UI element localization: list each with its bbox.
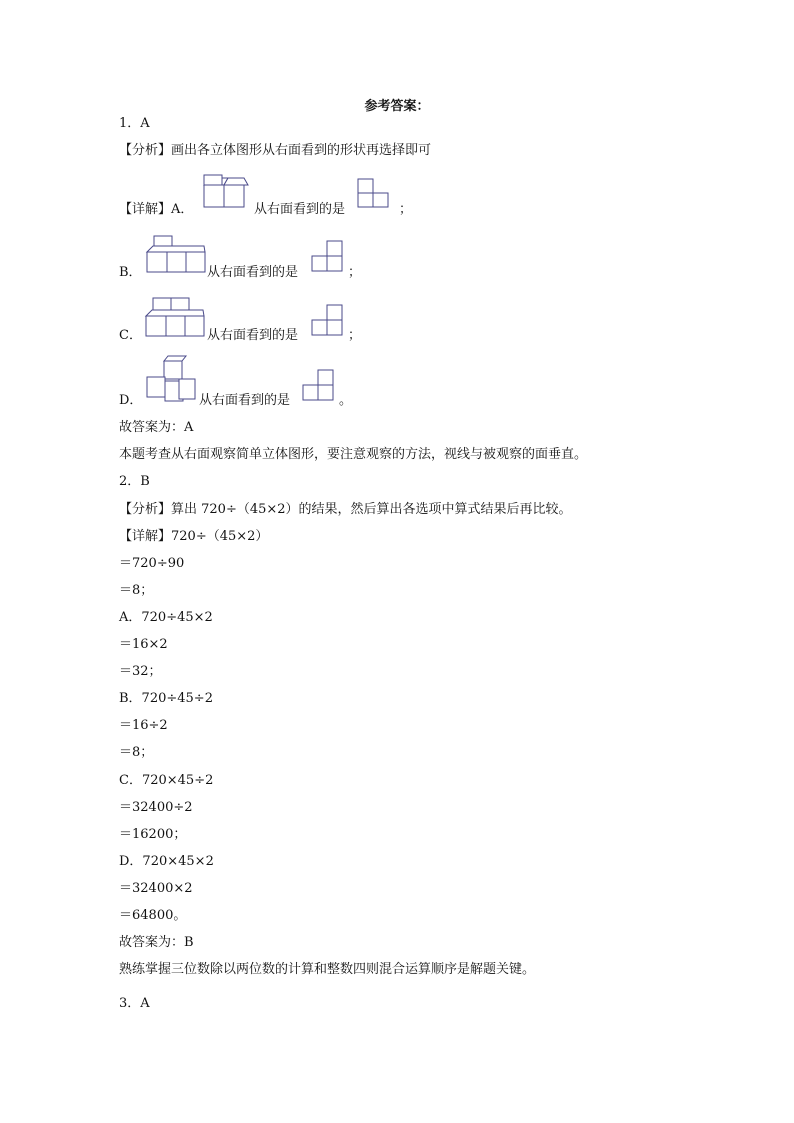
q2-note: 熟练掌握三位数除以两位数的计算和整数四则混合运算顺序是解题关键。 xyxy=(119,962,536,977)
q2-line: ＝16×2 xyxy=(119,637,168,652)
option-d-solid-figure xyxy=(146,355,198,403)
q2-line: ＝720÷90 xyxy=(119,556,185,571)
q1-b-view-text: 从右面看到的是 xyxy=(207,265,299,280)
q2-line: D．720×45×2 xyxy=(119,854,214,869)
q1-option-a-row xyxy=(119,170,679,220)
q1-analysis: 【分析】画出各立体图形从右面看到的形状再选择即可 xyxy=(119,143,432,158)
q2-line: ＝16÷2 xyxy=(119,718,168,733)
q1-c-semicolon: ； xyxy=(348,328,362,343)
q2-line: ＝64800。 xyxy=(119,908,187,923)
q2-line: ＝32； xyxy=(119,664,162,679)
q1-c-view-text: 从右面看到的是 xyxy=(207,328,299,343)
option-c-right-view xyxy=(311,304,345,338)
q2-line: B．720÷45÷2 xyxy=(119,691,213,706)
q1-note: 本题考查从右面观察简单立体图形，要注意观察的方法，视线与被观察的面垂直。 xyxy=(119,447,588,462)
q2-line: ＝32400×2 xyxy=(119,881,193,896)
q2-analysis: 【分析】算出 720÷（45×2）的结果，然后算出各选项中算式结果后再比较。 xyxy=(119,502,572,517)
q2-line: ＝16200； xyxy=(119,827,187,842)
q1-option-b-row xyxy=(119,232,679,282)
q2-line: ＝8； xyxy=(119,583,154,598)
q2-line: A．720÷45×2 xyxy=(119,610,213,625)
q2-line: ＝32400÷2 xyxy=(119,800,193,815)
q1-b-label: B． xyxy=(119,265,142,280)
q1-conclusion: 故答案为：A xyxy=(119,420,194,435)
option-b-solid-figure xyxy=(146,232,206,274)
q2-line: C．720×45÷2 xyxy=(119,773,214,788)
option-c-solid-figure xyxy=(145,294,207,338)
q1-option-c-row xyxy=(119,294,679,344)
q1-b-semicolon: ； xyxy=(348,265,362,280)
q1-a-view-text: 从右面看到的是 xyxy=(254,202,346,217)
q3-answer: 3．A xyxy=(119,996,150,1011)
q1-d-period: 。 xyxy=(339,393,353,408)
q2-line: 【详解】720÷（45×2） xyxy=(119,529,269,544)
q1-a-semicolon: ； xyxy=(399,202,413,217)
q1-d-view-text: 从右面看到的是 xyxy=(199,393,291,408)
page-title: 参考答案： xyxy=(364,99,430,114)
q2-conclusion: 故答案为：B xyxy=(119,935,194,950)
q1-d-label: D． xyxy=(119,393,143,408)
q2-line: ＝8； xyxy=(119,745,154,760)
q2-answer: 2．B xyxy=(119,474,150,489)
option-a-solid-figure xyxy=(203,174,249,210)
q1-answer: 1．A xyxy=(119,116,150,131)
option-b-right-view xyxy=(311,240,345,274)
q1-c-label: C． xyxy=(119,328,142,343)
q1-option-d-row xyxy=(119,355,679,408)
option-d-right-view xyxy=(302,369,336,403)
option-a-right-view xyxy=(357,178,391,210)
q1-detail-a-label: 【详解】A． xyxy=(119,202,194,217)
